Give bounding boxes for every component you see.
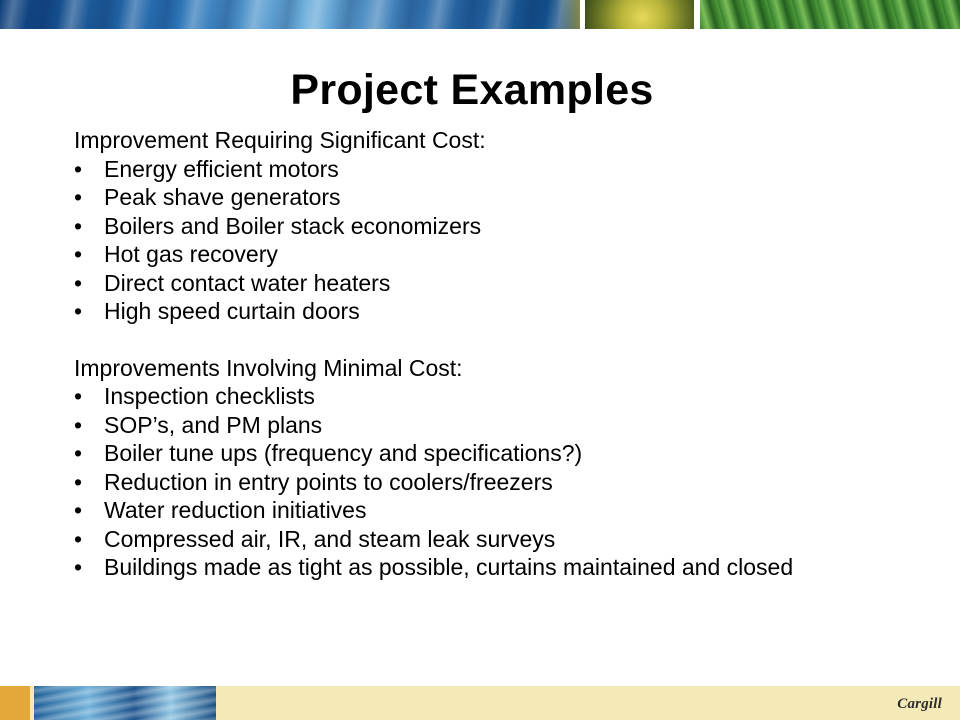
- list-item: • Inspection checklists: [74, 382, 854, 411]
- list-item: • Reduction in entry points to coolers/freezers: [74, 468, 854, 497]
- list-item: • Boiler tune ups (frequency and specifications?): [74, 439, 854, 468]
- list-item: • Energy efficient motors: [74, 155, 854, 184]
- minimal-cost-list: [74, 382, 854, 582]
- list-item: • Peak shave generators: [74, 183, 854, 212]
- footer-water-image: [34, 686, 216, 720]
- list-item: • SOP’s, and PM plans: [74, 411, 854, 440]
- logo-wordmark: Cargill: [897, 695, 942, 712]
- list-item: • Compressed air, IR, and steam leak surveys: [74, 525, 854, 554]
- list-item: • Water reduction initiatives: [74, 496, 854, 525]
- sunflower-image: [585, 0, 700, 29]
- list-item: • Buildings made as tight as possible, curtains maintained and closed: [74, 553, 854, 582]
- slide-body: [74, 126, 854, 582]
- list-item: • High speed curtain doors: [74, 297, 854, 326]
- list-item: • Boilers and Boiler stack economizers: [74, 212, 854, 241]
- cargill-logo: [897, 690, 942, 718]
- section-heading-minimal-cost: Improvements Involving Minimal Cost:: [74, 354, 463, 381]
- section-heading-significant-cost: Improvement Requiring Significant Cost:: [74, 127, 486, 153]
- significant-cost-list: [74, 155, 854, 326]
- section-spacer: [74, 326, 854, 354]
- footer-accent-block: [0, 686, 30, 720]
- slide-title: Project Examples: [290, 66, 654, 114]
- header-photo-banner: [0, 0, 960, 29]
- water-image: [0, 0, 580, 29]
- list-item: • Direct contact water heaters: [74, 269, 854, 298]
- footer-band: [0, 686, 960, 720]
- list-item: • Hot gas recovery: [74, 240, 854, 269]
- grass-image: [700, 0, 960, 29]
